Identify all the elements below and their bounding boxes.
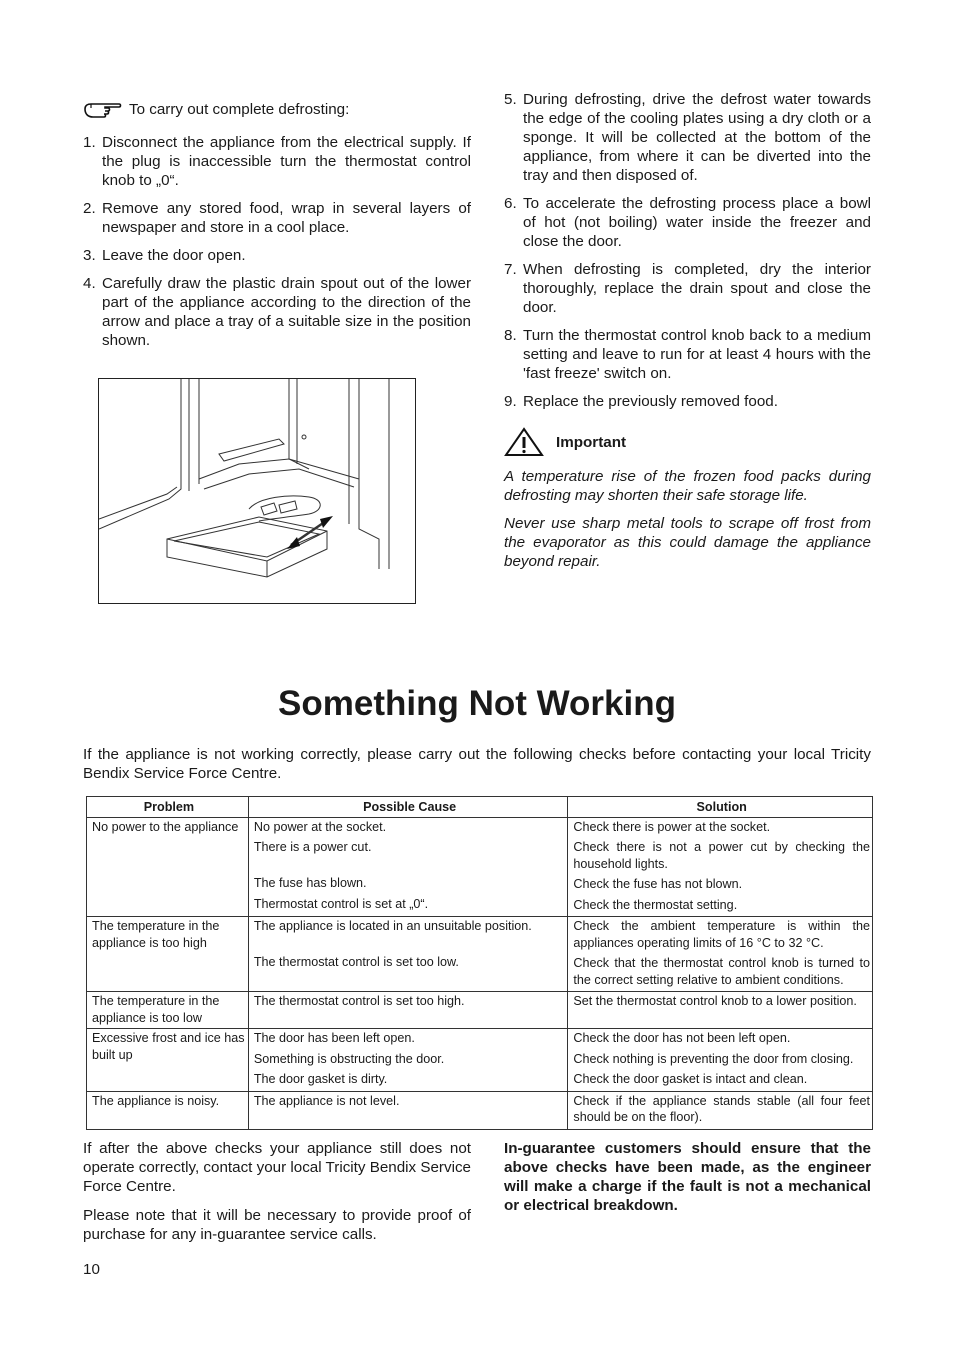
- table-row: [87, 1091, 873, 1129]
- important-label: Important: [556, 433, 627, 451]
- freezer-drain-drawing: [99, 379, 415, 603]
- table-row: [87, 992, 873, 1029]
- defrost-note: [83, 100, 471, 119]
- solution-cell: Check the ambient temperature is within the appliances operating limits of 16 °C to 32 °C. Check that the thermostat control knob is turned to the correct setting relative to ambient conditions.: [568, 917, 873, 992]
- problem-cell: Excessive frost and ice has built up: [87, 1029, 249, 1092]
- page-number: 10: [83, 1261, 100, 1278]
- solution-cell: Check the door has not been left open. Check nothing is preventing the door from closing. Check the door gasket is intact and clean.: [568, 1029, 873, 1092]
- problem-cell: The temperature in the appliance is too high: [87, 917, 249, 992]
- list-item: 3. Leave the door open.: [83, 247, 246, 264]
- left-column: [83, 100, 471, 359]
- problem-cell: No power to the appliance: [87, 817, 249, 917]
- list-item: 2. Remove any stored food, wrap in several layers of newspaper and store in a cool place.: [83, 200, 471, 236]
- problem-cell: The appliance is noisy.: [87, 1091, 249, 1129]
- drain-spout-illustration: [98, 378, 416, 604]
- solution-cell: Check if the appliance stands stable (all four feet should be on the floor).: [568, 1091, 873, 1129]
- cause-cell: The thermostat control is set too high.: [248, 992, 568, 1029]
- cause-cell: The door has been left open. Something is obstructing the door. The door gasket is dirty.: [248, 1029, 568, 1092]
- column-header-cause: Possible Cause: [248, 797, 568, 818]
- troubleshooting-table: [86, 796, 873, 1130]
- guarantee-notice: In-guarantee customers should ensure that the above checks have been made, as the engineer will make a charge if the fault is not a mechanical or electrical breakdown.: [504, 1140, 871, 1214]
- important-heading: [504, 427, 871, 457]
- list-item: 6. To accelerate the defrosting process place a bowl of hot (not boiling) water inside the freezer and close the door.: [504, 195, 871, 250]
- problem-cell: The temperature in the appliance is too low: [87, 992, 249, 1029]
- solution-cell: Check there is power at the socket. Check there is not a power cut by checking the household lights. Check the fuse has not blown. Check the thermostat setting.: [568, 817, 873, 917]
- list-item: 5. During defrosting, drive the defrost water towards the edge of the cooling plates using a dry cloth or a sponge. It will be collected at the bottom of the appliance, from where it can be diverted into the tray and then disposed of.: [504, 91, 871, 184]
- right-column: [504, 90, 871, 580]
- intro-paragraph: If the appliance is not working correctly, please carry out the following checks before contacting your local Tricity Bendix Service Force Centre.: [83, 746, 871, 782]
- list-item: 8. Turn the thermostat control knob back to a medium setting and leave to run for at least 4 hours with the 'fast freeze' switch on.: [504, 327, 871, 382]
- column-header-problem: Problem: [87, 797, 249, 818]
- defrost-note-text: To carry out complete defrosting:: [129, 101, 350, 118]
- warning-text: A temperature rise of the frozen food packs during defrosting may shorten their safe storage life.: [504, 468, 871, 504]
- paragraph: Please note that it will be necessary to provide proof of purchase for any in-guarantee service calls.: [83, 1207, 471, 1243]
- defrost-steps-left: [83, 133, 471, 350]
- warning-text: Never use sharp metal tools to scrape off frost from the evaporator as this could damage the appliance beyond repair.: [504, 515, 871, 570]
- cause-cell: The appliance is not level.: [248, 1091, 568, 1129]
- list-item: 7. When defrosting is completed, dry the interior thoroughly, replace the drain spout and close the door.: [504, 261, 871, 316]
- list-item: 9. Replace the previously removed food.: [504, 393, 778, 410]
- table-row: [87, 817, 873, 917]
- pointing-hand-icon: [83, 101, 123, 119]
- paragraph: If after the above checks your appliance still does not operate correctly, contact your local Tricity Bendix Service Force Centre.: [83, 1140, 471, 1195]
- cause-cell: No power at the socket. There is a power cut. The fuse has blown. Thermostat control is set at „0“.: [248, 817, 568, 917]
- section-title: Something Not Working: [278, 684, 676, 723]
- table-row: [87, 917, 873, 992]
- table-row: [87, 1029, 873, 1092]
- list-item: 4. Carefully draw the plastic drain spout out of the lower part of the appliance according to the direction of the arrow and place a tray of a suitable size in the position shown.: [83, 275, 471, 349]
- warning-triangle-icon: [504, 427, 544, 457]
- solution-cell: Set the thermostat control knob to a lower position.: [568, 992, 873, 1029]
- table-header-row: [87, 797, 873, 818]
- column-header-solution: Solution: [568, 797, 873, 818]
- cause-cell: The appliance is located in an unsuitable position. The thermostat control is set too low.: [248, 917, 568, 992]
- after-checks-text: [83, 1139, 471, 1254]
- defrost-steps-right: [504, 90, 871, 411]
- list-item: 1. Disconnect the appliance from the electrical supply. If the plug is inaccessible turn the thermostat control knob to „0“.: [83, 134, 471, 189]
